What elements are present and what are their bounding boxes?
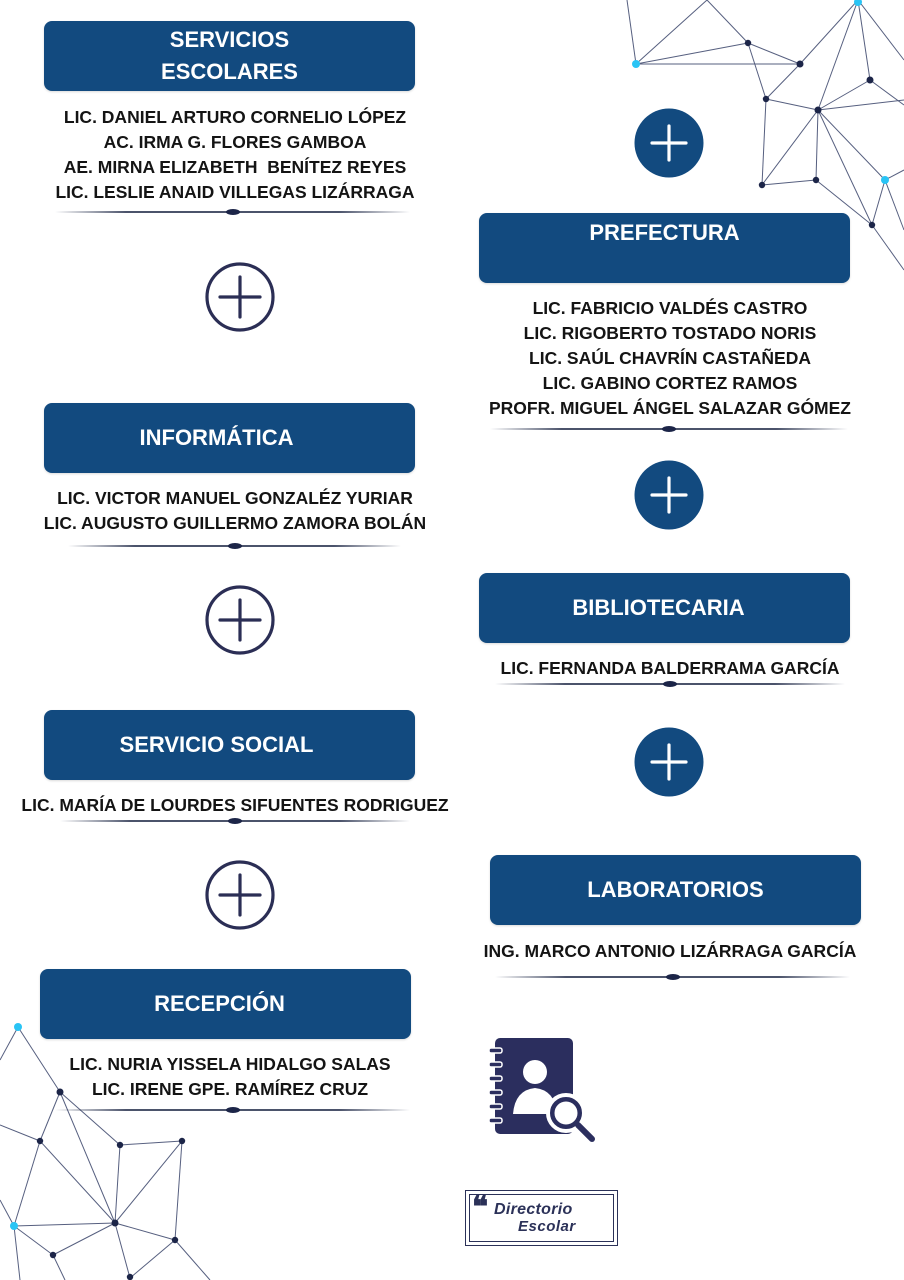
- plus-circle-outline-icon: [204, 584, 276, 656]
- section-banner-informatica: [44, 403, 415, 473]
- section-banner-laboratorios: [490, 855, 861, 925]
- plus-circle-outline-icon: [204, 859, 276, 931]
- section-names-laboratorios: [470, 939, 870, 964]
- section-banner-bibliotecaria: [479, 573, 850, 643]
- section-title: RECEPCIÓN: [154, 991, 285, 1016]
- section-divider: [490, 428, 848, 430]
- plus-circle-icon: [634, 460, 704, 530]
- section-divider: [495, 976, 850, 978]
- section-title: LABORATORIOS: [587, 877, 764, 902]
- staff-name: LIC. NURIA YISSELA HIDALGO SALAS: [69, 1054, 391, 1074]
- section-title: ESCOLARES: [161, 59, 298, 84]
- section-names-servicio-social: [14, 793, 456, 818]
- section-title: INFORMÁTICA: [139, 425, 294, 450]
- staff-name: LIC. AUGUSTO GUILLERMO ZAMORA BOLÁN: [43, 513, 427, 533]
- directorio-escolar-logo: [465, 1190, 618, 1246]
- staff-name: LIC. FERNANDA BALDERRAMA GARCÍA: [500, 658, 840, 678]
- staff-name: ING. MARCO ANTONIO LIZÁRRAGA GARCÍA: [483, 941, 857, 961]
- section-banner-prefectura: [479, 213, 850, 283]
- plus-circle-icon: [634, 108, 704, 178]
- section-names-informatica: [30, 486, 440, 536]
- plus-circle-outline-icon: [204, 261, 276, 333]
- section-divider: [495, 683, 845, 685]
- section-banner-servicios-escolares: [44, 21, 415, 91]
- staff-name: LIC. LESLIE ANAID VILLEGAS LIZÁRRAGA: [55, 182, 415, 202]
- staff-name: AE. MIRNA ELIZABETH BENÍTEZ REYES: [63, 157, 407, 177]
- staff-name: LIC. GABINO CORTEZ RAMOS: [542, 373, 798, 393]
- section-names-prefectura: [470, 296, 870, 421]
- contact-book-search-icon: [488, 1036, 598, 1146]
- logo-line-1: Directorio: [494, 1201, 573, 1218]
- plus-circle-icon: [634, 727, 704, 797]
- staff-name: LIC. FABRICIO VALDÉS CASTRO: [532, 298, 808, 318]
- staff-name: LIC. VICTOR MANUEL GONZALÉZ YURIAR: [57, 488, 413, 508]
- staff-name: LIC. DANIEL ARTURO CORNELIO LÓPEZ: [63, 107, 407, 127]
- section-divider: [60, 820, 410, 822]
- section-names-bibliotecaria: [470, 656, 870, 681]
- section-banner-servicio-social: [44, 710, 415, 780]
- section-names-recepcion: [30, 1052, 430, 1102]
- staff-name: LIC. SAÚL CHAVRÍN CASTAÑEDA: [529, 348, 811, 368]
- section-banner-recepcion: [40, 969, 411, 1039]
- section-names-servicios-escolares: [35, 105, 435, 205]
- staff-name: AC. IRMA G. FLORES GAMBOA: [103, 132, 367, 152]
- section-divider: [55, 1109, 410, 1111]
- staff-name: PROFR. MIGUEL ÁNGEL SALAZAR GÓMEZ: [489, 398, 851, 418]
- section-title: SERVICIOS: [169, 27, 290, 52]
- staff-name: LIC. MARÍA DE LOURDES SIFUENTES RODRIGUEZ: [21, 795, 449, 815]
- section-divider: [68, 545, 401, 547]
- logo-line-2: Escolar: [518, 1218, 576, 1235]
- section-title: BIBLIOTECARIA: [572, 595, 745, 620]
- staff-name: LIC. RIGOBERTO TOSTADO NORIS: [523, 323, 817, 343]
- quote-mark-icon: ❝: [472, 1190, 489, 1225]
- section-divider: [55, 211, 410, 213]
- section-title: SERVICIO SOCIAL: [119, 732, 314, 757]
- section-title: PREFECTURA: [589, 220, 740, 245]
- staff-name: LIC. IRENE GPE. RAMÍREZ CRUZ: [91, 1079, 369, 1099]
